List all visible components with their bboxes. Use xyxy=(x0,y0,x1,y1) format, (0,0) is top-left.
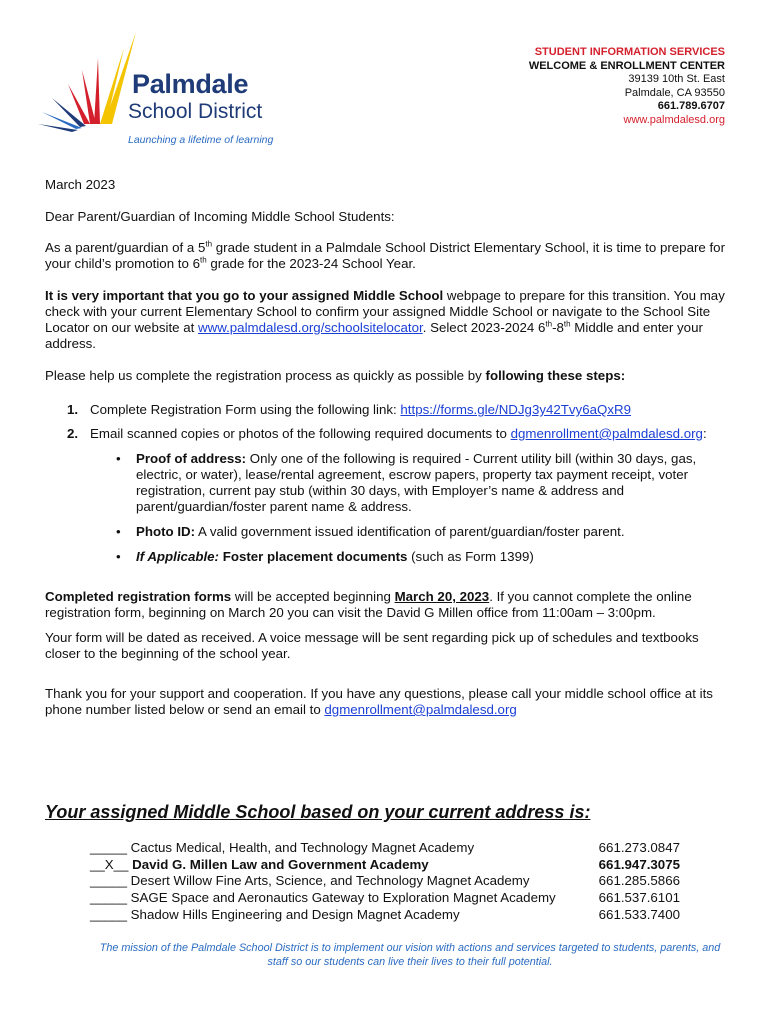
assigned-school-title: Your assigned Middle School based on your current address is: xyxy=(45,802,591,822)
contact-email-link[interactable]: dgmenrollment@palmdalesd.org xyxy=(324,702,517,717)
letter-body xyxy=(45,177,735,718)
school-list xyxy=(90,840,680,924)
bullet-icon: • xyxy=(116,451,121,466)
school-row-selected: __X__ David G. Millen Law and Government Academy 661.947.3075 xyxy=(90,856,680,872)
paragraph-intro: As a parent/guardian of a 5th grade student in a Palmdale School District Elementary School, it is time to prepare for your child’s promotion to 6th grade for the 2023-24 School Year. xyxy=(45,239,726,271)
paragraph-dated: Your form will be dated as received. A voice message will be sent regarding pick up of schedules and textbooks closer to the beginning of the school year. xyxy=(45,630,699,661)
bullet-icon: • xyxy=(116,549,121,564)
header-phone: 661.789.6707 xyxy=(657,100,725,112)
enrollment-email-link[interactable]: dgmenrollment@palmdalesd.org xyxy=(510,426,703,441)
registration-form-link[interactable]: https://forms.gle/NDJg3y42Tvy6aQxR9 xyxy=(400,402,631,417)
paragraph-thanks: Thank you for your support and cooperation. If you have any questions, please call your middle school office at its phone number listed below or send an email to dgmenrollment@palmdalesd.org xyxy=(45,686,713,717)
district-logo xyxy=(38,28,288,150)
school-row: _____ Cactus Medical, Health, and Technology Magnet Academy 661.273.0847 xyxy=(90,840,680,855)
bullet-icon: • xyxy=(116,524,121,539)
rocket-burst-icon xyxy=(38,28,138,132)
bullet-foster: • If Applicable: Foster placement documents (such as Form 1399) xyxy=(116,549,534,564)
logo-tagline: Launching a lifetime of learning xyxy=(128,134,274,146)
bullet-proof-of-address: • Proof of address: Only one of the following is required - Current utility bill (within 30 days, gas, electric, or water), lease/rental agreement, escrow papers, property tax payment receipt, voter registration, current pay stub (within 30 days, with Employer’s name & address and parent/guardian/foster parent name & address. xyxy=(116,451,697,514)
paragraph-assigned-school: It is very important that you go to your assigned Middle School webpage to prepare for this transition. You may check with your current Elementary School to confirm your assigned Middle School or navigate to the School Site Locator on our website at www.palmdalesd.org/schoolsitelocator. Select 2023-2024 6th-8th Middle and enter your address. xyxy=(45,288,725,351)
department-name: STUDENT INFORMATION SERVICES xyxy=(534,46,725,58)
mission-statement: The mission of the Palmdale School District is to implement our vision with actions and services targeted to students, parents, and staff so our students can live their lives to their full potential. xyxy=(99,942,721,968)
letterhead-address xyxy=(529,46,725,127)
step-2: 2. Email scanned copies or photos of the following required documents to dgmenrollment@palmdalesd.org: xyxy=(67,426,707,441)
school-row: _____ SAGE Space and Aeronautics Gateway to Exploration Magnet Academy 661.537.6101 xyxy=(90,890,680,906)
bullet-photo-id: • Photo ID: A valid government issued identification of parent/guardian/foster parent. xyxy=(116,524,625,539)
school-row: _____ Desert Willow Fine Arts, Science, and Technology Magnet Academy 661.285.5866 xyxy=(90,873,680,889)
school-row: _____ Shadow Hills Engineering and Design Magnet Academy 661.533.7400 xyxy=(90,906,680,922)
website-link[interactable]: www.palmdalesd.org xyxy=(623,113,725,126)
street-address: 39139 10th St. East xyxy=(628,73,725,85)
paragraph-completed-forms: Completed registration forms will be accepted beginning March 20, 2023. If you cannot complete the online registration form, beginning on March 20 you can visit the David G Millen office from 11:00am – 3:00pm. xyxy=(45,589,692,620)
step-1: 1. Complete Registration Form using the following link: https://forms.gle/NDJg3y42Tvy6aQxR9 xyxy=(67,402,631,417)
logo-name-line2: School District xyxy=(128,100,263,123)
letter-date: March 2023 xyxy=(45,177,116,192)
logo-name-line1: Palmdale xyxy=(132,69,249,99)
paragraph-steps-intro: Please help us complete the registration process as quickly as possible by following these steps: xyxy=(45,368,626,383)
center-name: WELCOME & ENROLLMENT CENTER xyxy=(528,59,725,72)
salutation: Dear Parent/Guardian of Incoming Middle School Students: xyxy=(45,209,395,224)
city-address: Palmdale, CA 93550 xyxy=(624,86,725,99)
school-site-locator-link[interactable]: www.palmdalesd.org/schoolsitelocator xyxy=(198,320,423,335)
